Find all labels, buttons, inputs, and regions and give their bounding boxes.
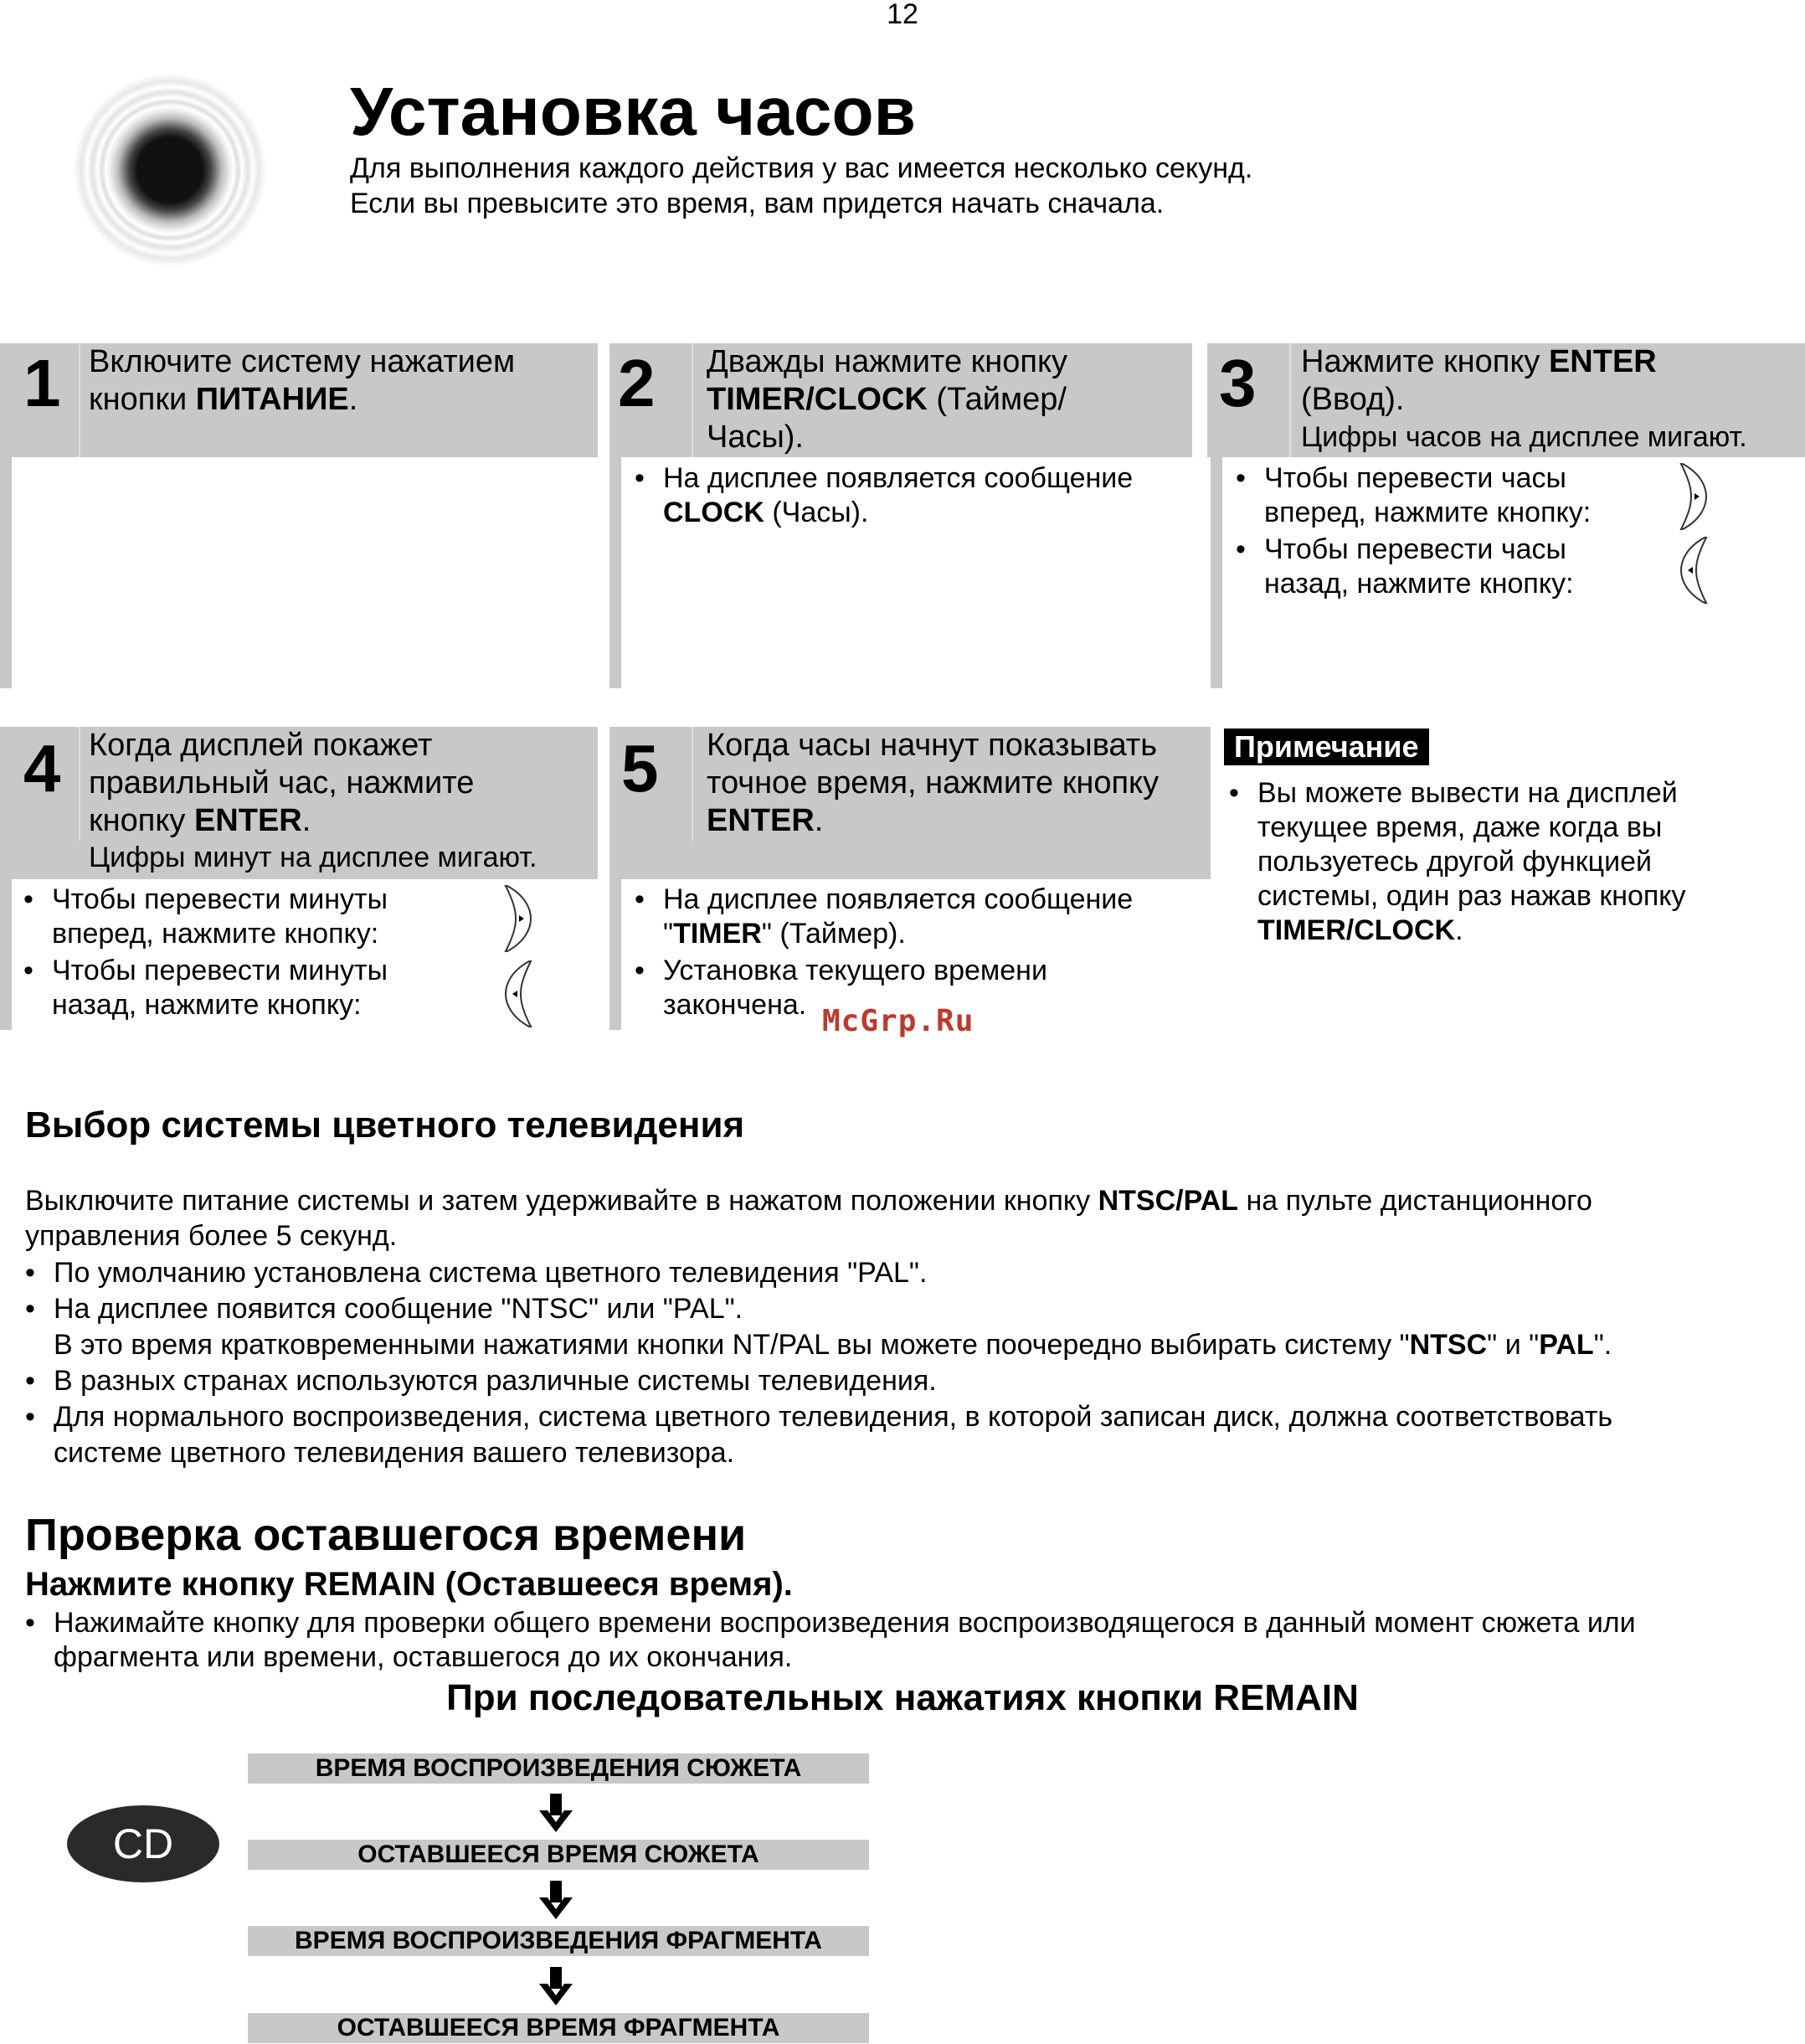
page-number: 12 [887, 0, 918, 30]
step-2-number: 2 [618, 346, 656, 420]
step-2-bullets [635, 461, 1133, 530]
subtitle-line: Если вы превысите это время, вам придется начать сначала. [350, 188, 1165, 219]
list-item: • На дисплее появляется сообщение CLOCK (Часы). [635, 461, 1133, 530]
subtitle-line: Для выполнения каждого действия у вас имеется несколько секунд. [350, 152, 1253, 184]
step-5-bullets [635, 883, 1133, 1022]
right-arrow-button-icon [1679, 462, 1708, 531]
note-label: Примечание [1224, 729, 1429, 765]
tv-system-bullets [25, 1255, 1612, 1471]
step-5-number: 5 [621, 731, 659, 806]
step-5-text: Когда часы начнут показывать точное время, нажмите кнопку ENTER. [707, 728, 1160, 838]
left-arrow-button-icon [1679, 536, 1708, 605]
page-subtitle [350, 151, 1252, 221]
step-4-bullets [23, 883, 388, 1022]
down-arrow-icon [536, 1965, 576, 2009]
step-3-sidebar [1211, 457, 1222, 688]
tv-system-paragraph: Выключите питание системы и затем удерживайте в нажатом положении кнопку NTSC/PAL на пульте дистанционного управления более 5 секунд. [25, 1185, 1592, 1252]
remain-heading: Проверка оставшегося времени [25, 1510, 747, 1560]
list-item: • Чтобы перевести часы назад, нажмите кнопку: [1236, 533, 1591, 601]
list-item: • По умолчанию установлена система цветного телевидения "PAL". [25, 1255, 1612, 1291]
remain-bullets [25, 1606, 1636, 1675]
cd-disc-badge: CD [67, 1805, 219, 1882]
step-1-number: 1 [23, 346, 61, 420]
step-2-sidebar [609, 457, 621, 688]
list-item: • Чтобы перевести минуты вперед, нажмите кнопку: [23, 883, 388, 951]
sequence-title: При последовательных нажатиях кнопки REMAIN [446, 1677, 1359, 1718]
step-4-sidebar [0, 879, 12, 1030]
left-arrow-button-icon [504, 960, 532, 1028]
flow-step: ВРЕМЯ ВОСПРОИЗВЕДЕНИЯ ФРАГМЕНТА [248, 1926, 869, 1956]
list-item: • Вы можете вывести на дисплей текущее время, даже когда вы пользуетесь другой функцией системы, один раз нажав кнопку TIMER/CLOCK. [1229, 776, 1686, 948]
list-item: • Для нормального воспроизведения, система цветного телевидения, в которой записан диск, должна соответствовать системе цветного телевидения вашего телевизора. [25, 1399, 1612, 1471]
step-1-divider [79, 343, 80, 457]
flow-step: ОСТАВШЕЕСЯ ВРЕМЯ СЮЖЕТА [248, 1840, 869, 1870]
note-bullets [1229, 776, 1686, 948]
list-item: • Установка текущего времени закончена. [635, 954, 1133, 1022]
step-1-sidebar [0, 457, 12, 688]
step-3-divider [1289, 343, 1291, 457]
tv-system-heading: Выбор системы цветного телевидения [25, 1104, 745, 1146]
step-4-divider [79, 727, 80, 841]
step-2-text: Дважды нажмите кнопку TIMER/CLOCK (Таймер/ Часы). [707, 344, 1068, 455]
page-title: Установка часов [350, 74, 916, 150]
step-4-number: 4 [23, 731, 61, 806]
step-5-sidebar [609, 879, 621, 1030]
right-arrow-button-icon [504, 884, 532, 953]
step-3-text: Нажмите кнопку ENTER (Ввод). Цифры часов на дисплее мигают. [1301, 344, 1747, 453]
down-arrow-icon [536, 1879, 576, 1923]
list-item: • Чтобы перевести минуты назад, нажмите кнопку: [23, 954, 388, 1022]
remain-subheading: Нажмите кнопку REMAIN (Оставшееся время). [25, 1566, 793, 1603]
step-4-text: Когда дисплей покажет правильный час, нажмите кнопку ENTER. Цифры минут на дисплее мигают. [89, 728, 537, 873]
speaker-logo [74, 74, 266, 266]
watermark: McGrp.Ru [822, 1004, 974, 1038]
step-5-divider [692, 727, 693, 841]
list-item: • Нажимайте кнопку для проверки общего времени воспроизведения воспроизводящегося в данный момент сюжета или фрагмента или времени, оставшегося до их окончания. [25, 1606, 1636, 1675]
down-arrow-icon [536, 1792, 576, 1835]
step-3-number: 3 [1219, 346, 1257, 420]
flow-step: ОСТАВШЕЕСЯ ВРЕМЯ ФРАГМЕНТА [248, 2013, 869, 2043]
step-2-divider [692, 343, 693, 457]
list-item: • На дисплее появится сообщение "NTSC" или "PAL". В это время кратковременными нажатиями кнопки NT/PAL вы можете поочередно выбирать систему "NTSC" и "PAL". [25, 1291, 1612, 1363]
list-item: • В разных странах используются различные системы телевидения. [25, 1363, 1612, 1399]
step-3-bullets [1236, 461, 1591, 601]
list-item: • Чтобы перевести часы вперед, нажмите кнопку: [1236, 461, 1591, 530]
step-1-text: Включите систему нажатием кнопки ПИТАНИЕ. [89, 344, 516, 417]
list-item: • На дисплее появляется сообщение "TIMER" (Таймер). [635, 883, 1133, 951]
flow-step: ВРЕМЯ ВОСПРОИЗВЕДЕНИЯ СЮЖЕТА [248, 1753, 869, 1784]
